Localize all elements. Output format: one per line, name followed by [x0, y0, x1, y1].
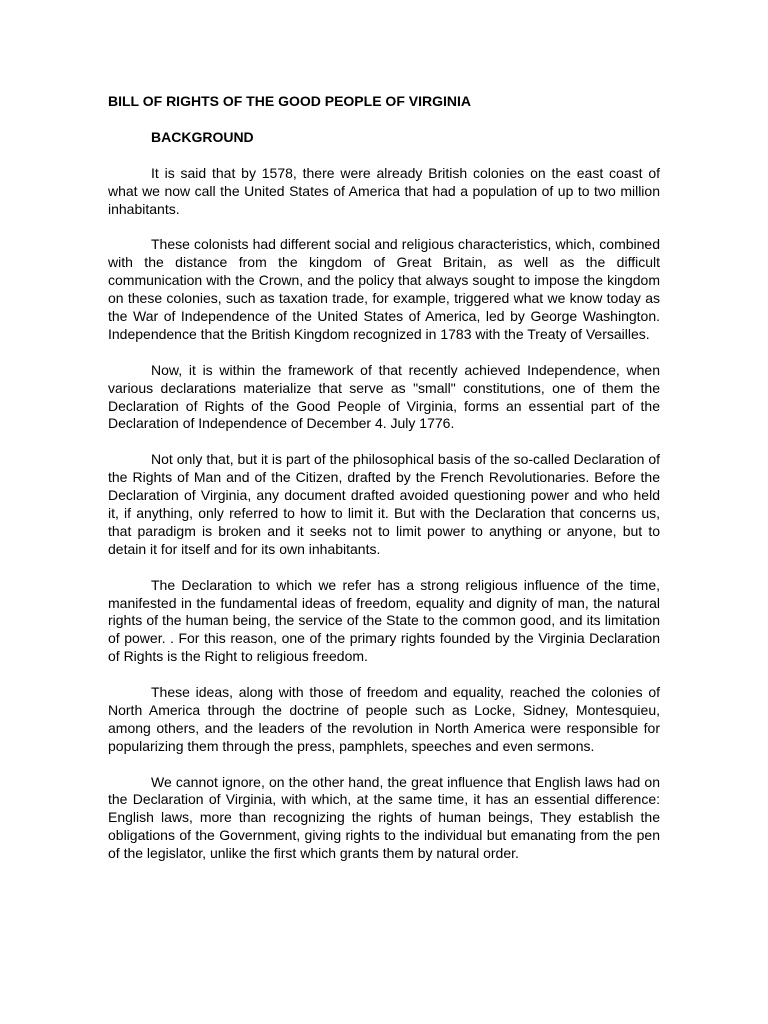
paragraph-6: These ideas, along with those of freedom and equality, reached the colonies of North America through the doctrine of people such as Locke, Sidney, Montesquieu, among others, and the leaders of the revolution in North America were responsible for popularizing them through the press, pamphlets, speeches and even sermons. — [108, 684, 660, 754]
paragraph-4: Not only that, but it is part of the philosophical basis of the so-called Declaration of the Rights of Man and of the Citizen, drafted by the French Revolutionaries. Before the Declaration of Virginia, any document drafted avoided questioning power and who held it, if anything, only referred to how to limit it. But with the Declaration that concerns us, that paradigm is broken and it seeks not to limit power to anything or anyone, but to detain it for itself and for its own inhabitants. — [108, 451, 660, 557]
paragraph-3: Now, it is within the framework of that recently achieved Independence, when various declarations materialize that serve as "small" constitutions, one of them the Declaration of Rights of the Good People of Virginia, forms an essential part of the Declaration of Independence of December 4. July 1776. — [108, 361, 660, 432]
document-title: BILL OF RIGHTS OF THE GOOD PEOPLE OF VIRGINIA — [108, 93, 471, 109]
document-page — [108, 93, 660, 881]
paragraph-7: We cannot ignore, on the other hand, the great influence that English laws had on the Declaration of Virginia, with which, at the same time, it has an essential difference: English laws, more than recognizing the rights of human beings, They establish the obligations of the Government, giving rights to the individual but emanating from the pen of the legislator, unlike the first which grants them by natural order. — [108, 773, 660, 862]
section-heading: BACKGROUND — [151, 128, 254, 145]
paragraph-1: It is said that by 1578, there were already British colonies on the east coast of what we now call the United States of America that had a population of up to two million inhabitants. — [108, 164, 660, 217]
paragraph-2: These colonists had different social and religious characteristics, which, combined with the distance from the kingdom of Great Britain, as well as the difficult communication with the Crown, and the policy that always sought to impose the kingdom on these colonies, such as taxation trade, for example, triggered what we know today as the War of Independence of the United States of America, led by George Washington. Independence that the British Kingdom recognized in 1783 with the Treaty of Versailles. — [108, 236, 660, 342]
paragraph-5: The Declaration to which we refer has a strong religious influence of the time, manifested in the fundamental ideas of freedom, equality and dignity of man, the natural rights of the human being, the service of the State to the common good, and its limitation of power. . For this reason, one of the primary rights founded by the Virginia Declaration of Rights is the Right to religious freedom. — [108, 576, 660, 665]
